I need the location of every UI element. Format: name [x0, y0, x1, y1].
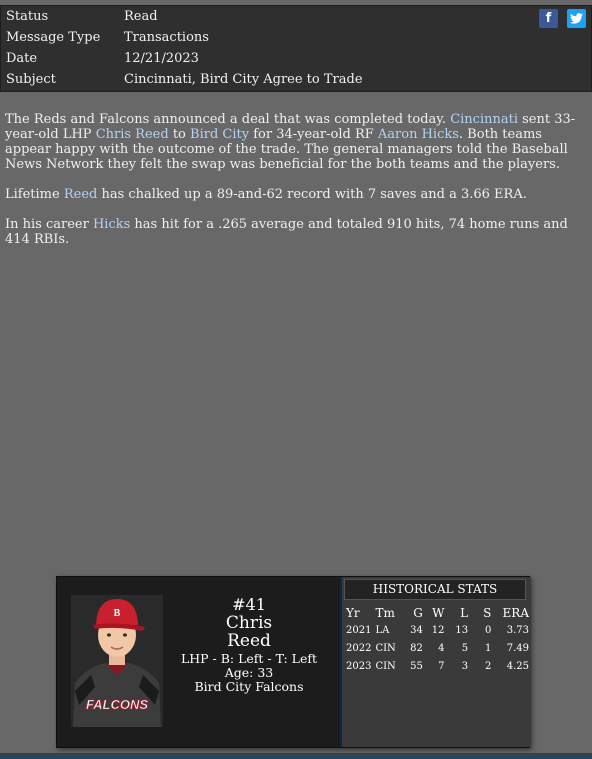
player-portrait	[71, 595, 163, 727]
historical-stats-panel	[340, 577, 531, 747]
status-label: Status	[6, 9, 49, 24]
stats-header-row	[344, 605, 531, 621]
cell-yr: 2021	[346, 624, 372, 636]
article-paragraph-2	[5, 187, 587, 202]
historical-stats-title: HISTORICAL STATS	[344, 579, 526, 600]
text: The Reds and Falcons announced a deal that was completed today.	[5, 112, 451, 127]
player-age: Age: 33	[224, 665, 274, 680]
player-card	[56, 576, 530, 748]
table-row	[344, 621, 531, 639]
player-photo[interactable]	[71, 595, 163, 727]
link-reed[interactable]: Reed	[63, 187, 98, 202]
col-yr: Yr	[346, 606, 360, 620]
text: . Both teams appear happy with the outcome of the trade. The general managers told the Baseball News Network they felt the swap was beneficial for the both teams and the players.	[5, 127, 568, 172]
jersey-wordmark: FALCONS	[85, 697, 149, 712]
bottom-bar	[0, 753, 592, 759]
cell-tm: CIN	[375, 660, 396, 672]
cell-w: 4	[438, 642, 445, 654]
text: for 34-year-old RF	[249, 127, 378, 142]
player-first-name[interactable]: Chris	[225, 613, 273, 633]
text: sent 33-year-old LHP	[5, 112, 576, 142]
cell-w: 7	[438, 660, 445, 672]
link-aaron-hicks[interactable]: Aaron Hicks	[377, 127, 459, 142]
cell-tm: LA	[375, 624, 390, 636]
col-tm: Tm	[375, 606, 395, 620]
date-value: 12/21/2023	[124, 51, 199, 66]
facebook-icon[interactable]	[539, 9, 558, 28]
text: has chalked up a 89-and-62 record with 7 saves and a 3.66 ERA.	[97, 187, 527, 202]
status-value: Read	[124, 9, 158, 24]
table-row	[344, 639, 531, 657]
col-g: G	[413, 606, 423, 620]
message-type-value: Transactions	[124, 30, 209, 45]
cell-yr: 2022	[346, 642, 372, 654]
col-l: L	[460, 606, 469, 620]
twitter-bird-icon	[570, 13, 583, 24]
date-label: Date	[6, 51, 38, 66]
col-era: ERA	[502, 606, 529, 620]
cell-l: 3	[461, 660, 469, 672]
link-bird-city[interactable]: Bird City	[190, 127, 250, 142]
cell-l: 5	[461, 642, 469, 654]
cap-logo: B	[113, 608, 121, 619]
article-body	[5, 112, 587, 262]
player-team[interactable]: Bird City Falcons	[194, 679, 304, 694]
cell-era: 4.25	[506, 660, 529, 672]
subject-label: Subject	[6, 72, 56, 87]
text: Lifetime	[5, 187, 64, 202]
cell-g: 55	[410, 660, 423, 672]
cell-era: 3.73	[506, 624, 529, 636]
cell-era: 7.49	[506, 642, 529, 654]
message-type-label: Message Type	[6, 30, 101, 45]
cell-s: 0	[485, 624, 492, 636]
twitter-icon[interactable]	[567, 9, 586, 28]
link-cincinnati[interactable]: Cincinnati	[450, 112, 518, 127]
player-last-name[interactable]: Reed	[227, 631, 271, 651]
article-paragraph-3	[5, 217, 587, 247]
link-hicks[interactable]: Hicks	[92, 217, 131, 232]
subject-value: Cincinnati, Bird City Agree to Trade	[124, 72, 363, 87]
text: In his career	[5, 217, 93, 232]
col-s: S	[483, 606, 492, 620]
cell-s: 1	[485, 642, 492, 654]
cell-w: 12	[431, 624, 445, 636]
player-position-details: LHP - B: Left - T: Left	[180, 651, 318, 666]
message-header	[0, 5, 592, 92]
table-row	[344, 657, 531, 675]
cell-s: 2	[485, 660, 492, 672]
link-chris-reed[interactable]: Chris Reed	[95, 127, 169, 142]
cell-g: 82	[410, 642, 423, 654]
col-w: W	[432, 606, 445, 620]
text: has hit for a .265 average and totaled 910 hits, 74 home runs and 414 RBIs.	[5, 217, 568, 247]
historical-stats-table	[344, 605, 531, 675]
cell-yr: 2023	[346, 660, 372, 672]
cell-g: 34	[410, 624, 423, 636]
player-info	[169, 595, 329, 694]
facebook-glyph: f	[545, 11, 552, 26]
cell-l: 13	[455, 624, 469, 636]
cell-tm: CIN	[375, 642, 396, 654]
text: to	[168, 127, 191, 142]
article-paragraph-1	[5, 112, 587, 172]
player-number: #41	[232, 595, 266, 614]
